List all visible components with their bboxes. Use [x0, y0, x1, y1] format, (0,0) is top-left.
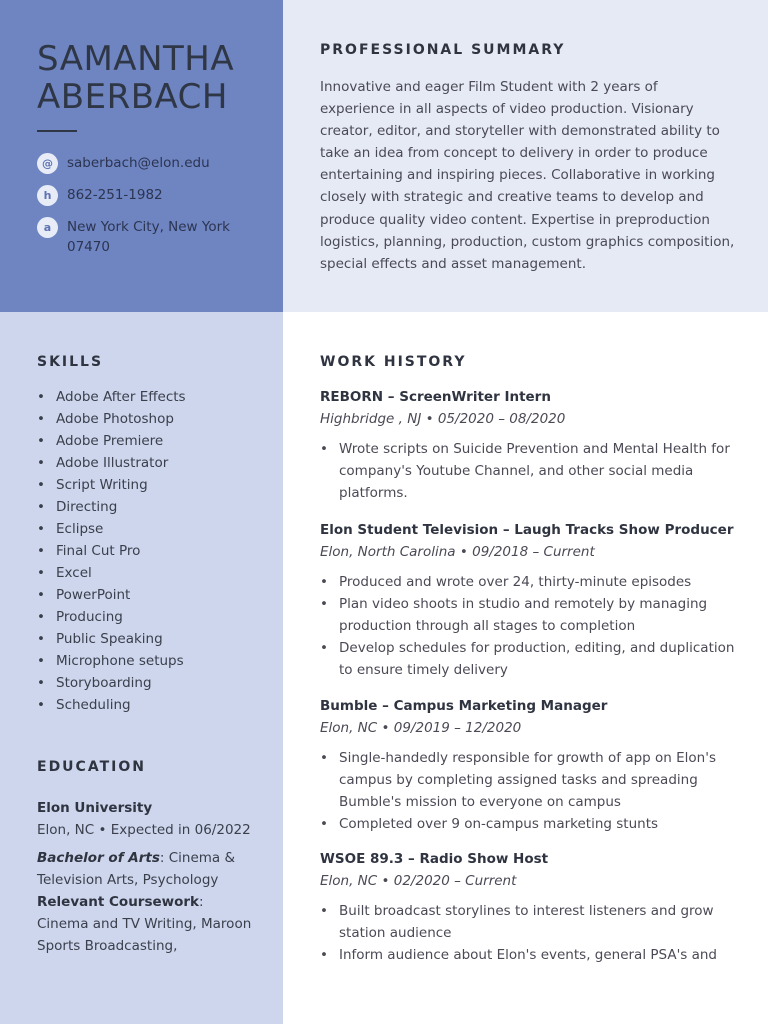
job-entry [320, 695, 740, 835]
list-item: • Plan video shoots in studio and remotely by managing production through all stages to completion [320, 593, 740, 637]
school-name: Elon University [37, 800, 153, 816]
job-title: REBORN – ScreenWriter Intern [320, 389, 551, 405]
job-title: Bumble – Campus Marketing Manager [320, 698, 608, 714]
list-item: • Inform audience about Elon's events, general PSA's and [320, 944, 740, 966]
list-item: • Wrote scripts on Suicide Prevention and Mental Health for company's Youtube Channel, and other social media platforms. [320, 438, 740, 504]
job-title: Elon Student Television – Laugh Tracks Show Producer [320, 522, 734, 538]
education-entry [37, 797, 257, 957]
school-location-date: Elon, NC • Expected in 06/2022 [37, 822, 251, 838]
degree-label: Bachelor of Arts [37, 850, 160, 866]
list-item: • Public Speaking [37, 628, 186, 650]
list-item: • Built broadcast storylines to interest listeners and grow station audience [320, 900, 740, 944]
job-meta: Elon, NC • 02/2020 – Current [320, 873, 517, 889]
email-icon: @ [37, 153, 58, 174]
job-bullets [320, 571, 740, 681]
list-item: • Excel [37, 562, 186, 584]
list-item: • Storyboarding [37, 672, 186, 694]
list-item: • Microphone setups [37, 650, 186, 672]
education-heading: EDUCATION [37, 759, 146, 775]
job-meta: Highbridge , NJ • 05/2020 – 08/2020 [320, 411, 566, 427]
job-entry [320, 386, 740, 504]
skills-list [37, 386, 186, 716]
last-name: ABERBACH [37, 77, 228, 117]
address-text: New York City, New York 07470 [67, 219, 230, 255]
degree-detail: : Cinema & Television Arts, Psychology [37, 850, 235, 888]
job-meta: Elon, North Carolina • 09/2018 – Current [320, 544, 595, 560]
list-item: • Completed over 9 on-campus marketing stunts [320, 813, 740, 835]
list-item: • Eclipse [37, 518, 186, 540]
list-item: • Adobe Premiere [37, 430, 186, 452]
first-name: SAMANTHA [37, 39, 235, 79]
phone-icon: h [37, 185, 58, 206]
address-icon: a [37, 217, 58, 238]
list-item: • Final Cut Pro [37, 540, 186, 562]
list-item: • Adobe Illustrator [37, 452, 186, 474]
job-meta: Elon, NC • 09/2019 – 12/2020 [320, 720, 522, 736]
list-item: • Scheduling [37, 694, 186, 716]
work-heading: WORK HISTORY [320, 354, 467, 370]
job-bullets [320, 900, 740, 966]
phone-text: 862-251-1982 [67, 187, 163, 203]
summary-text: Innovative and eager Film Student with 2 years of experience in all aspects of video production. Visionary creator, editor, and storyteller with demonstrated ability to take an idea from concept to delivery in order to produce entertaining and inspiring pieces. Collaborative in working closely with strategic and creative teams to develop and produce quality video content. Expertise in preproduction logistics, planning, production, custom graphics composition, special effects and asset management. [320, 79, 735, 272]
list-item: • Single-handedly responsible for growth of app on Elon's campus by completing assigned tasks and spreading Bumble's mission to everyone on campus [320, 747, 740, 813]
job-bullets [320, 747, 740, 835]
list-item: • Producing [37, 606, 186, 628]
job-bullets [320, 438, 740, 504]
candidate-name [37, 40, 234, 116]
coursework-detail: : Cinema and TV Writing, Maroon Sports Broadcasting, [37, 894, 252, 954]
list-item: • Script Writing [37, 474, 186, 496]
summary-heading: PROFESSIONAL SUMMARY [320, 42, 566, 58]
coursework-label: Relevant Coursework [37, 894, 200, 910]
skills-heading: SKILLS [37, 354, 104, 370]
coursework [37, 891, 257, 957]
email-text[interactable]: saberbach@elon.edu [67, 155, 210, 171]
job-entry [320, 848, 740, 966]
list-item: • Develop schedules for production, editing, and duplication to ensure timely delivery [320, 637, 740, 681]
job-title: WSOE 89.3 – Radio Show Host [320, 851, 549, 867]
list-item: • PowerPoint [37, 584, 186, 606]
name-divider [37, 130, 77, 132]
list-item: • Adobe After Effects [37, 386, 186, 408]
list-item: • Produced and wrote over 24, thirty-minute episodes [320, 571, 740, 593]
list-item: • Adobe Photoshop [37, 408, 186, 430]
list-item: • Directing [37, 496, 186, 518]
degree [37, 847, 257, 891]
job-entry [320, 519, 740, 681]
